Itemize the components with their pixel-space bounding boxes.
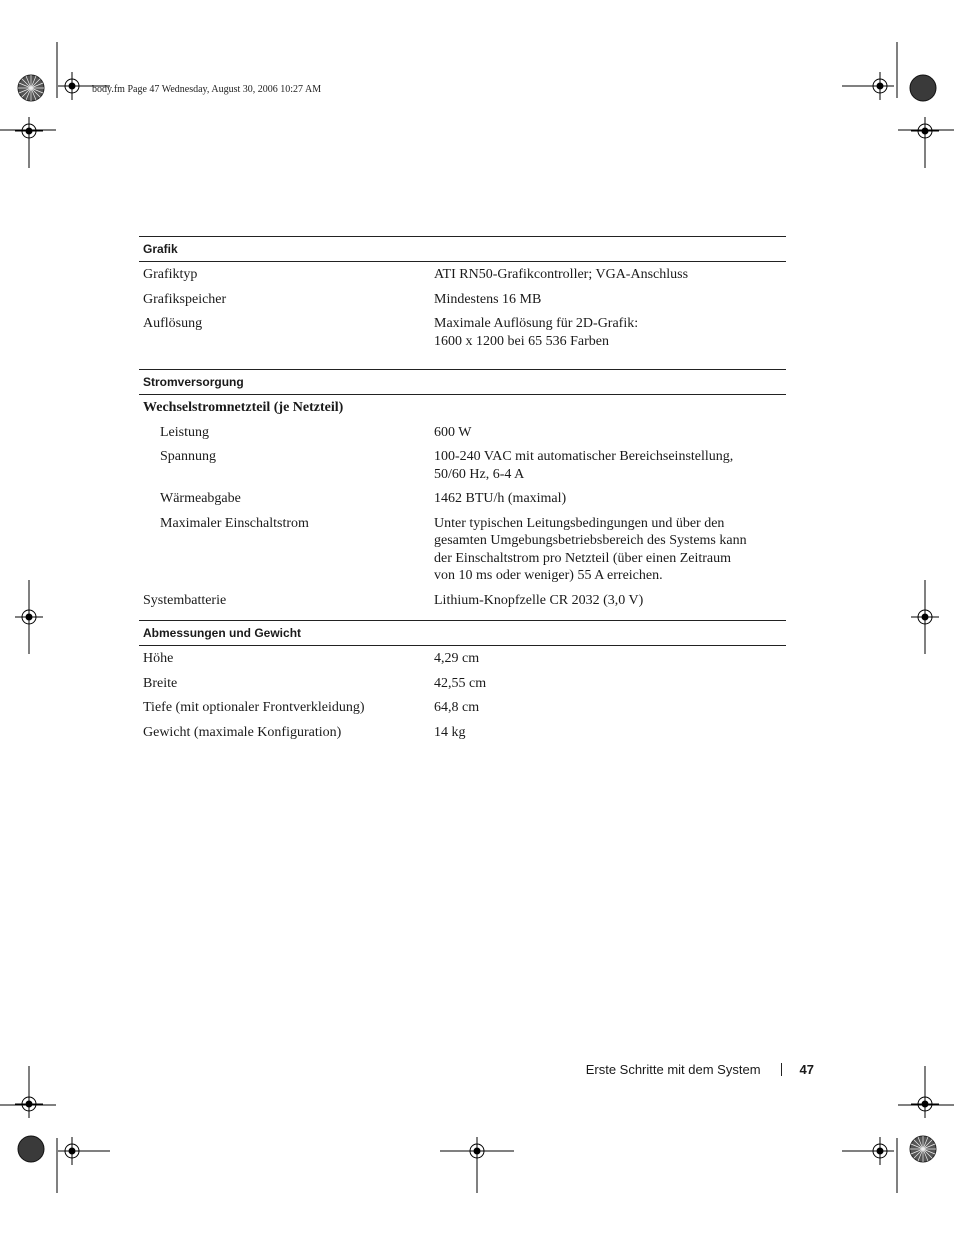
file-slug: body.fm Page 47 Wednesday, August 30, 2006 10:27 AM (92, 84, 322, 95)
spec-value: ATI RN50-Grafikcontroller; VGA-Anschluss (434, 267, 689, 282)
spec-row (139, 646, 786, 672)
page-number: 47 (799, 1062, 814, 1077)
spec-label: Spannung (160, 449, 216, 464)
spec-table (139, 236, 786, 745)
spec-row (139, 672, 786, 697)
spec-row (139, 312, 786, 369)
spec-label: Gewicht (maximale Konfiguration) (143, 724, 342, 740)
spec-value-line: Unter typischen Leitungsbedingungen und über den (434, 515, 725, 531)
spec-value-line: gesamten Umgebungsbetriebsbereich des Systems kann (434, 533, 747, 548)
spec-subheading-row (139, 395, 786, 421)
spec-value-line: Maximale Auflösung für 2D-Grafik: (434, 316, 639, 331)
spec-row (139, 589, 786, 621)
spec-label: Grafikspeicher (143, 291, 227, 307)
spec-label: Wärmeabgabe (160, 491, 241, 506)
section-heading-grafik: Grafik (139, 236, 786, 262)
spec-value-line: 100-240 VAC mit automatischer Bereichseinstellung, (434, 449, 734, 464)
spec-row (139, 696, 786, 721)
spec-row (139, 721, 786, 746)
spec-value: 600 W (434, 424, 472, 440)
spec-value-line: 50/60 Hz, 6-4 A (434, 466, 525, 482)
spec-row (139, 421, 786, 446)
spec-value-line: der Einschaltstrom pro Netzteil (über einen Zeitraum (434, 550, 732, 566)
spec-value-line: von 10 ms oder weniger) 55 A erreichen. (434, 568, 663, 583)
section-heading-abmessungen: Abmessungen und Gewicht (139, 620, 786, 646)
spec-value: Mindestens 16 MB (434, 291, 542, 307)
spec-label: Leistung (160, 424, 209, 440)
spec-label: Breite (143, 675, 178, 691)
page-footer (586, 1062, 814, 1077)
spec-value: 14 kg (434, 724, 466, 740)
spec-label: Grafiktyp (143, 267, 198, 282)
spec-subheading: Wechselstromnetzteil (je Netzteil) (143, 400, 344, 415)
spec-row (139, 512, 786, 589)
spec-label: Auflösung (143, 316, 203, 331)
spec-label: Tiefe (mit optionaler Frontverkleidung) (143, 700, 365, 715)
spec-value: 4,29 cm (434, 651, 480, 666)
spec-row (139, 487, 786, 512)
spec-value: 64,8 cm (434, 700, 480, 715)
spec-label: Maximaler Einschaltstrom (160, 515, 309, 531)
spec-row (139, 288, 786, 313)
section-heading-stromversorgung: Stromversorgung (139, 369, 786, 395)
spec-value: 42,55 cm (434, 675, 487, 691)
spec-row (139, 445, 786, 487)
spec-row (139, 262, 786, 288)
footer-separator (781, 1063, 782, 1076)
chapter-title: Erste Schritte mit dem System (585, 1062, 761, 1077)
spec-value-line: 1600 x 1200 bei 65 536 Farben (434, 333, 609, 349)
spec-label: Systembatterie (143, 592, 227, 608)
spec-value: 1462 BTU/h (maximal) (434, 491, 567, 506)
spec-value: Lithium-Knopfzelle CR 2032 (3,0 V) (434, 592, 644, 608)
spec-label: Höhe (143, 651, 174, 666)
